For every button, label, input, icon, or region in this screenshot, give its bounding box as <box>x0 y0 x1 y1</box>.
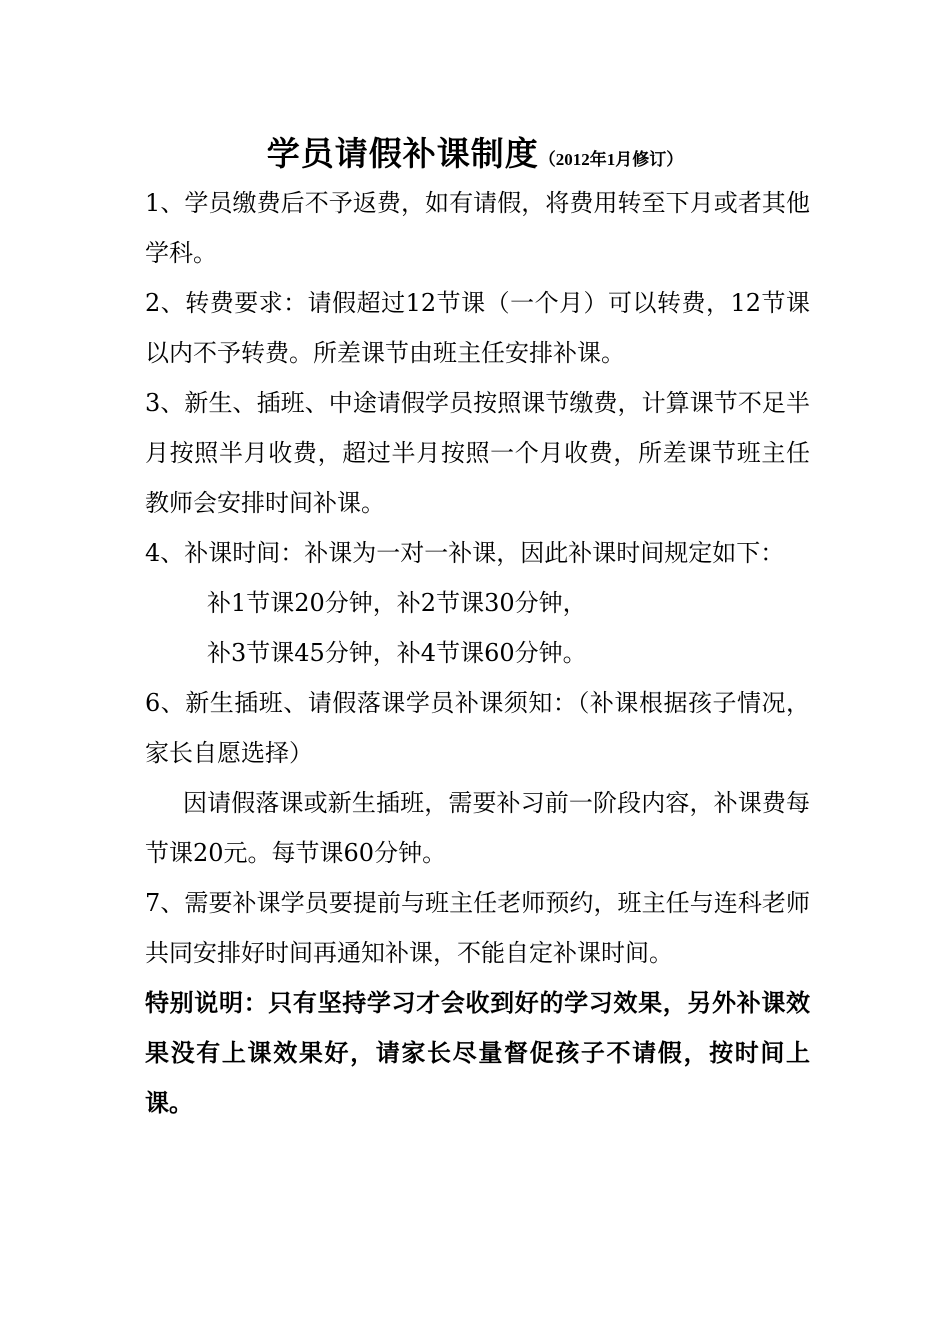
paragraph-2: 2、转费要求：请假超过12节课（一个月）可以转费，12节课以内不予转费。所差课节由班主任安排补课。 <box>145 289 810 367</box>
document-title-note: （2012年1月修订） <box>538 150 684 169</box>
paragraph-6-detail: 因请假落课或新生插班，需要补习前一阶段内容，补课费每节课20元。每节课60分钟。 <box>145 789 810 867</box>
makeup-rule-line-1: 补1节课20分钟，补2节课30分钟， <box>207 589 587 617</box>
paragraph-7: 7、需要补课学员要提前与班主任老师预约，班主任与连科老师共同安排好时间再通知补课，不能自定补课时间。 <box>145 889 810 967</box>
paragraph-1: 1、学员缴费后不予返费，如有请假，将费用转至下月或者其他学科。 <box>145 189 810 267</box>
paragraph-4: 4、补课时间：补课为一对一补课，因此补课时间规定如下： <box>145 539 785 567</box>
document-body <box>145 178 810 1128</box>
makeup-rule-line-2: 补3节课45分钟，补4节课60分钟。 <box>207 639 587 667</box>
paragraph-3: 3、新生、插班、中途请假学员按照课节缴费，计算课节不足半月按照半月收费，超过半月按照一个月收费，所差课节班主任教师会安排时间补课。 <box>145 389 810 517</box>
special-note: 特别说明：只有坚持学习才会收到好的学习效果，另外补课效果没有上课效果好，请家长尽量督促孩子不请假，按时间上课。 <box>145 988 810 1117</box>
paragraph-6: 6、新生插班、请假落课学员补课须知：（补课根据孩子情况，家长自愿选择） <box>145 689 810 767</box>
document-title: 学员请假补课制度 <box>266 134 539 173</box>
document-title-row <box>0 128 950 175</box>
